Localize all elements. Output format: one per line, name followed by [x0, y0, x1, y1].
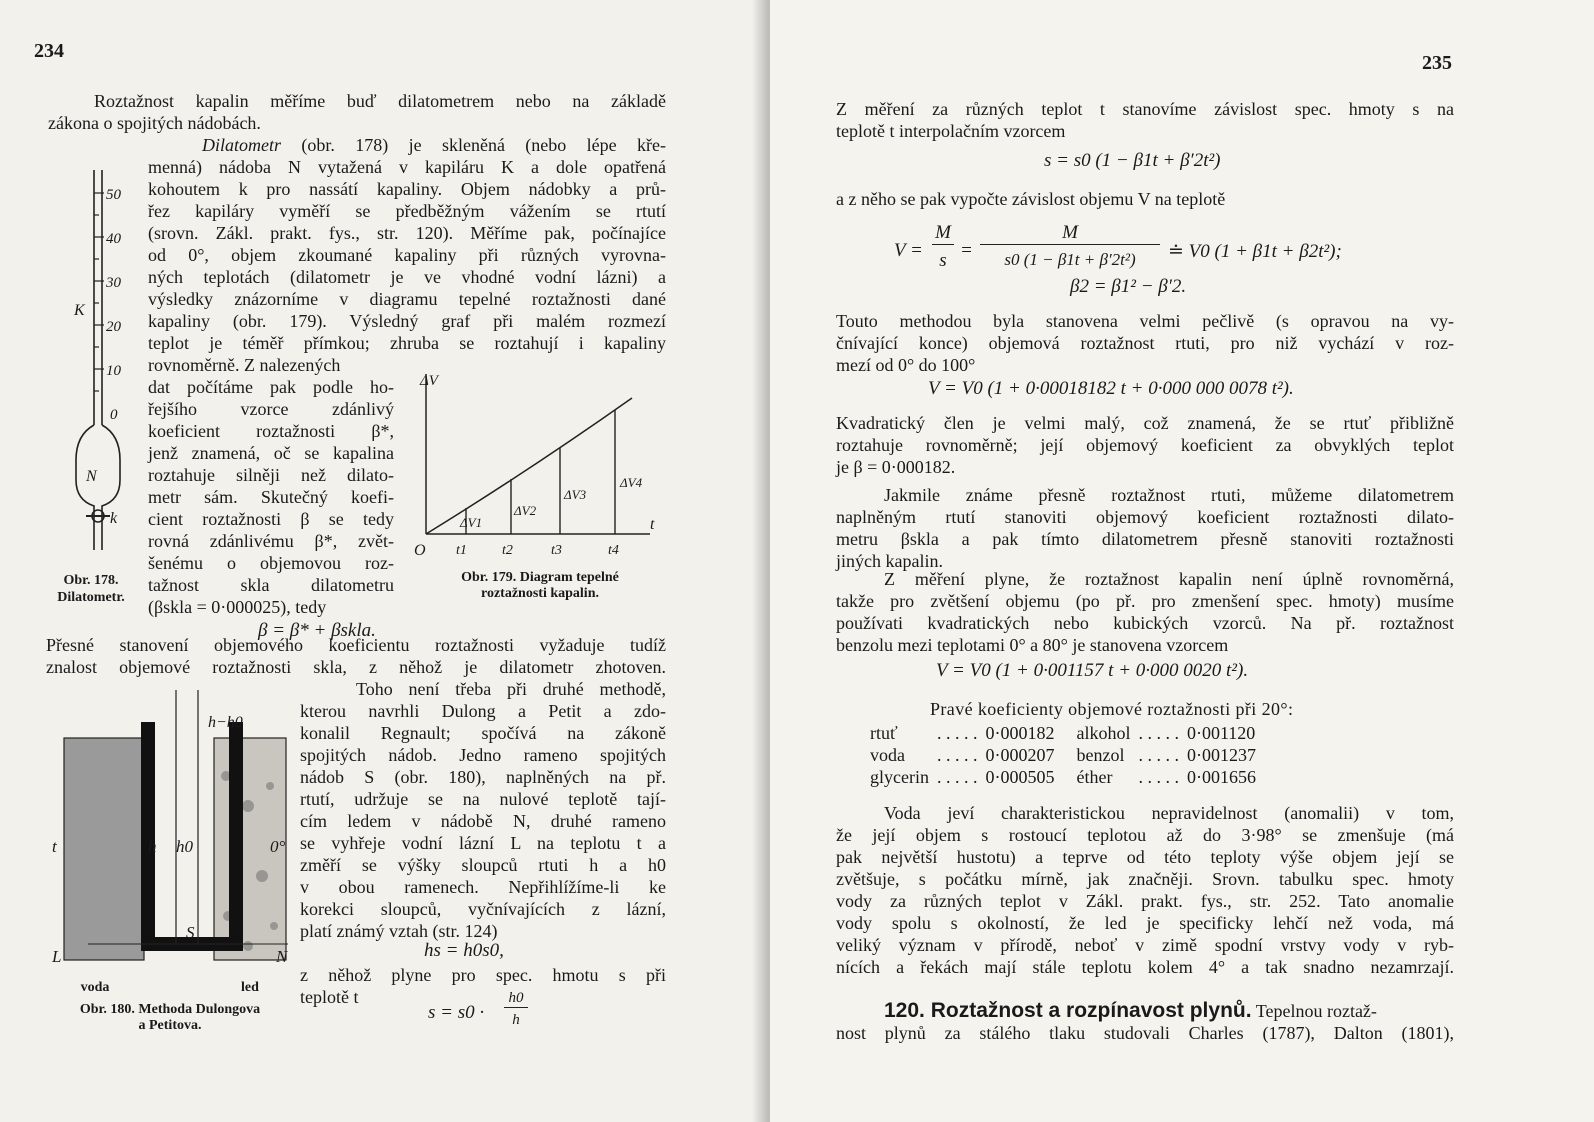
- text-line: z něhož plyne pro spec. hmotu s při: [300, 965, 666, 985]
- text-line: platí známý vztah (str. 124): [300, 921, 498, 941]
- text-run: (obr. 178) je skleněná (nebo lépe kře-: [281, 135, 666, 155]
- page-number: 234: [34, 40, 64, 62]
- text-line: a z něho se pak vypočte závislost objemu V na teplotě: [836, 189, 1226, 209]
- fig179-caption: roztažnosti kapalin.: [481, 586, 599, 601]
- label-t: t: [52, 837, 57, 856]
- frac-denominator: s0 (1 − β1t + β′2t²): [1004, 250, 1136, 269]
- fig180-caption: Obr. 180. Methoda Dulongova: [79, 1002, 261, 1017]
- s-equation-denominator: h: [512, 1012, 520, 1028]
- text-line: naplněným rtutí stanoviti objemový koeficient roztažnosti dilato-: [836, 507, 1454, 527]
- right-page: [770, 0, 1594, 1122]
- x-tick: t4: [608, 543, 619, 558]
- text-line: nících a řekách mají stále teplotu kolem 4° a tak snadno nezamrzají.: [836, 957, 1454, 977]
- text-line: vody za různých teplot v Zákl. prakt. fys., str. 252. Tato anomalie: [836, 891, 1454, 911]
- label-k: k: [110, 510, 118, 527]
- label-0deg: 0°: [270, 837, 286, 856]
- text-line: Z měření za různých teplot t stanovíme závislost spec. hmoty s na: [836, 99, 1454, 119]
- text-line: vody spolu s okolností, že led je specificky lehčí než voda, má: [836, 913, 1454, 933]
- text-line: je β = 0·000182.: [836, 457, 956, 477]
- text-line: konalil Regnault; spočívá na zákoně: [300, 723, 666, 743]
- text-line: veliký význam v přírodě, neboť v zimě spodní vrstvy vody v ryb-: [836, 935, 1454, 955]
- leader-dots: . . . . .: [936, 767, 978, 787]
- label-S: S: [186, 923, 195, 942]
- scale-label: 50: [106, 187, 121, 203]
- leader-dots: . . . . .: [1138, 767, 1179, 787]
- table-cell: 0·000182: [985, 723, 1055, 743]
- table-row: [866, 722, 1260, 744]
- text-line: ných teplotách (dilatometr je ve vhodné vodní lázni) a: [148, 267, 666, 287]
- left-page: [0, 0, 770, 1122]
- text-line: používati kvadratických nebo kubických vzorců. Na př. roztažnost: [836, 613, 1454, 633]
- text-line: se vyhřeje vodní lázní L na teplotu t a: [300, 833, 666, 853]
- table-cell: voda: [870, 745, 905, 765]
- scale-label: 20: [106, 319, 121, 335]
- frac-denominator: s: [939, 250, 947, 271]
- leader-dots: . . . . .: [1138, 745, 1179, 765]
- text-line: jiných kapalin.: [836, 551, 943, 571]
- frac-numerator: M: [980, 222, 1160, 245]
- label-N: N: [86, 468, 97, 485]
- label-L: L: [52, 947, 62, 966]
- text-line: Voda jeví charakteristickou nepravidelnost (anomalii) v tom,: [884, 803, 1454, 823]
- text-line: v obou ramenech. Nepřihlížíme-li ke: [300, 877, 666, 897]
- table-row: [866, 744, 1260, 766]
- text-run: Tepelnou roztaž-: [1251, 1001, 1377, 1021]
- text-line: řejšího vzorce zdánlivý: [148, 399, 394, 419]
- table-cell: rtuť: [870, 723, 898, 743]
- text-line: Toho není třeba při druhé methodě,: [356, 679, 666, 699]
- text-line: Přesné stanovení objemového koeficientu roztažnosti vyžaduje tudíž: [46, 635, 666, 655]
- water-bath: [64, 738, 144, 960]
- coefficient-table: [866, 722, 1260, 788]
- bar-label: ΔV3: [564, 487, 587, 502]
- label-h-h0: h−h0: [208, 714, 243, 731]
- scale-label: 0: [110, 407, 118, 423]
- label-voda: voda: [80, 980, 110, 995]
- equation-mercury: V = V0 (1 + 0·00018182 t + 0·000 000 0078 t²).: [928, 378, 1294, 399]
- text-line: rovná zdánlivému β*, zvět-: [148, 531, 394, 551]
- x-tick: t3: [551, 543, 562, 558]
- text-line: dat počítáme pak podle ho-: [148, 377, 394, 397]
- text-line: takže pro zvětšení objemu (po př. pro zmenšení spec. hmoty) musíme: [836, 591, 1454, 611]
- text-line: cient roztažnosti β se tedy: [148, 509, 394, 529]
- fig179-caption: Obr. 179. Diagram tepelné: [461, 570, 619, 585]
- label-h0: h0: [176, 837, 193, 856]
- text-line: Jakmile známe přesně roztažnost rtuti, můžeme dilatometrem: [884, 485, 1454, 505]
- text-line: zvětšuje, s počátku mírně, jak značněji. Srovn. tabulku spec. hmoty: [836, 869, 1454, 889]
- text-line: (βskla = 0·000025), tedy: [148, 597, 327, 617]
- text-line: metr sám. Skutečný koefi-: [148, 487, 394, 507]
- text-line: rtutí, udržuje se na nulové teplotě tají-: [300, 789, 666, 809]
- text-line: cím ledem v nádobě N, druhé rameno: [300, 811, 666, 831]
- s-equation: s = s0 ·: [428, 1002, 485, 1023]
- x-tick: t2: [502, 543, 513, 558]
- equation-benzol: V = V0 (1 + 0·001157 t + 0·000 0020 t²).: [936, 660, 1249, 681]
- origin-label: O: [414, 542, 426, 559]
- table-title: Pravé koeficienty objemové roztažnosti při 20°:: [930, 699, 1294, 719]
- text-line: Kvadratický člen je velmi malý, což znamená, že se rtuť přibližně: [836, 413, 1454, 433]
- equation-volume: V =: [894, 240, 923, 261]
- text-line: Z měření plyne, že roztažnost kapalin není úplně rovnoměrná,: [884, 569, 1454, 589]
- label-K: K: [74, 302, 85, 319]
- bar-label: ΔV4: [620, 475, 643, 490]
- text-line: koeficient roztažnosti β*,: [148, 421, 394, 441]
- text-line: roztahuje silněji než dilato-: [148, 465, 394, 485]
- text-line: nost plynů za stálého tlaku studovali Charles (1787), Dalton (1801),: [836, 1023, 1454, 1043]
- text-line: že její objem s rostoucí teplotou až do 3·98° se zmenšuje (má: [836, 825, 1454, 845]
- frac-numerator: M: [932, 222, 954, 245]
- text-line: menná) nádoba N vytažená v kapiláru K a dole opatřená: [148, 157, 666, 177]
- dilatometer-term: Dilatometr: [202, 135, 281, 155]
- leader-dots: . . . . .: [936, 723, 978, 743]
- leader-dots: . . . . .: [1138, 723, 1179, 743]
- text-line: výsledky znázorníme v diagramu tepelné roztažnosti dané: [148, 289, 666, 309]
- text-line: tažnost skla dilatometru: [148, 575, 394, 595]
- page-number: 235: [1422, 52, 1452, 74]
- text-line: benzolu mezi teplotami 0° a 80° je stanovena vzorcem: [836, 635, 1229, 655]
- text-line: pak největší hustotu) a teprve od této teploty výše objem její se: [836, 847, 1454, 867]
- table-cell: benzol: [1076, 745, 1125, 765]
- text-line: šenému o objemovou roz-: [148, 553, 394, 573]
- label-h: h: [148, 837, 157, 856]
- text-line: [202, 134, 666, 156]
- table-cell: 0·000505: [985, 767, 1055, 787]
- scale-label: 10: [106, 363, 121, 379]
- text-line: od 0°, objem zkoumané kapaliny při různých vyrovna-: [148, 245, 666, 265]
- scale-label: 30: [106, 275, 121, 291]
- text-line: změří se výšky sloupců rtuti h a h0: [300, 855, 666, 875]
- section-heading: [884, 1000, 1377, 1022]
- text-line: kapaliny (obr. 179). Výsledný graf při malém rozmezí: [148, 311, 666, 331]
- fig180-caption: a Petitova.: [138, 1018, 202, 1033]
- equation-beta2: β2 = β1² − β′2.: [1070, 276, 1187, 297]
- text-line: mezí od 0° do 100°: [836, 355, 976, 375]
- table-cell: 0·001237: [1186, 745, 1256, 765]
- text-line: Touto methodou byla stanovena velmi pečlivě (s opravou na vy-: [836, 311, 1454, 331]
- table-cell: 0·001656: [1186, 767, 1256, 787]
- text-line: nádob S (obr. 180), naplněných na př.: [300, 767, 666, 787]
- text-line: řez kapiláry vyměří se předběžným vážením se rtutí: [148, 201, 666, 221]
- hs-equation: hs = h0s0,: [424, 940, 504, 961]
- text-line: korekci sloupců, vyčnívajících z lázní,: [300, 899, 666, 919]
- text-line: zákona o spojitých nádobách.: [48, 113, 261, 133]
- table-cell: glycerin: [870, 767, 929, 787]
- table-cell: 0·000207: [985, 745, 1055, 765]
- label-N: N: [276, 947, 288, 966]
- equation-volume-approx: ≐ V0 (1 + β1t + β2t²);: [1168, 241, 1342, 262]
- table-row: [866, 766, 1260, 788]
- s-equation-numerator: h0: [504, 990, 528, 1008]
- text-line: teplot je téměř přímkou; zhruba se roztahují i kapaliny: [148, 333, 666, 353]
- leader-dots: . . . . .: [936, 745, 978, 765]
- table-cell: alkohol: [1076, 723, 1131, 743]
- text-line: teplotě t interpolačním vzorcem: [836, 121, 1066, 141]
- text-line: spojitých nádob. Jedno rameno spojitých: [300, 745, 666, 765]
- text-line: kohoutem k pro nassátí kapaliny. Objem nádobky a prů-: [148, 179, 666, 199]
- fig179-diagram: [410, 360, 660, 560]
- fig180-apparatus: [48, 686, 288, 986]
- text-line: jenž znamená, oč se kapalina: [148, 443, 394, 463]
- table-cell: 0·001120: [1186, 723, 1256, 743]
- text-line: čnívající konce) objemová roztažnost rtuti, pro niž vychází v roz-: [836, 333, 1454, 353]
- x-tick: t1: [456, 543, 467, 558]
- label-led: led: [241, 980, 259, 995]
- text-line: (srovn. Zákl. prakt. fys., str. 120). Měříme pak, počínajíce: [148, 223, 666, 243]
- text-line: metru βskla a pak tímto dilatometrem přesně stanoviti roztažnosti: [836, 529, 1454, 549]
- beta-equation: β = β* + βskla.: [258, 620, 376, 641]
- axis-y-label: ΔV: [420, 373, 438, 389]
- table-cell: éther: [1076, 767, 1113, 787]
- text-line: kterou navrhli Dulong a Petit a zdo-: [300, 701, 666, 721]
- bar-label: ΔV1: [460, 515, 483, 530]
- text-line: znalost objemové roztažnosti skla, z něhož je dilatometr zhotoven.: [46, 657, 666, 677]
- equals-sign: =: [960, 240, 973, 261]
- text-line: rovnoměrně. Z nalezených: [148, 355, 341, 375]
- section-title: 120. Roztažnost a rozpínavost plynů.: [884, 999, 1252, 1022]
- text-line: Roztažnost kapalin měříme buď dilatometrem nebo na základě: [94, 91, 666, 111]
- fig178-caption: Obr. 178.: [63, 573, 119, 588]
- fig178-dilatometer: [40, 160, 170, 610]
- text-line: teplotě t: [300, 987, 359, 1007]
- text-line: roztahuje rovnoměrně; její objemový koeficient za obvyklých teplot: [836, 435, 1454, 455]
- equation-density: s = s0 (1 − β1t + β′2t²): [1044, 150, 1221, 171]
- axis-x-label: t: [650, 516, 655, 533]
- fig178-caption: Dilatometr.: [57, 590, 125, 605]
- scale-label: 40: [106, 231, 121, 247]
- bar-label: ΔV2: [514, 503, 537, 518]
